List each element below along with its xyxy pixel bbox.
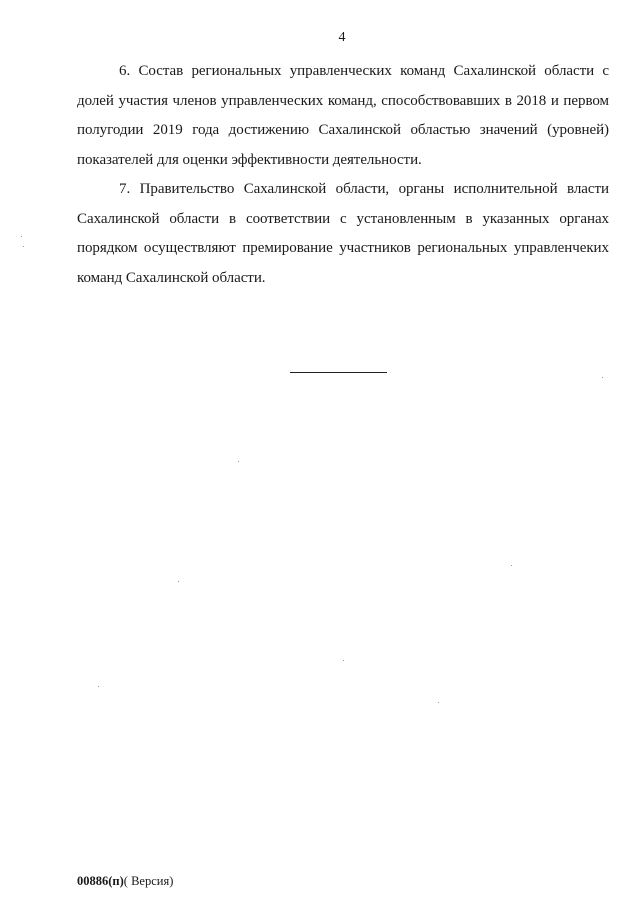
scan-speck — [602, 377, 603, 378]
scan-speck — [23, 246, 24, 247]
document-body — [77, 57, 609, 293]
page-number: 4 — [338, 30, 346, 45]
scan-speck — [238, 461, 239, 462]
paragraph-6: 6. Состав региональных управленческих команд Сахалинской области с долей участия членов управленческих команд, способствовавших в 2018 и первом полугодии 2019 года достижению Сахалинской областью значений (уровней) показателей для оценки эффективности деятельности. — [77, 63, 609, 168]
scan-speck — [21, 236, 22, 237]
scan-speck — [511, 565, 512, 566]
footer-code-suffix: ( Версия) — [123, 874, 174, 888]
paragraph-7: 7. Правительство Сахалинской области, органы исполнительной власти Сахалинской области в соответствии с установленным в указанных органах порядком осуществляют премирование участников региональных управленчеких команд Сахалинской области. — [77, 181, 609, 286]
scan-speck — [178, 581, 179, 582]
footer-code-number: 00886(п) — [77, 874, 124, 888]
scan-speck — [98, 686, 99, 687]
footer-document-code — [77, 874, 173, 889]
scan-speck — [343, 660, 344, 661]
scan-speck — [438, 702, 439, 703]
end-of-text-rule — [290, 372, 387, 373]
